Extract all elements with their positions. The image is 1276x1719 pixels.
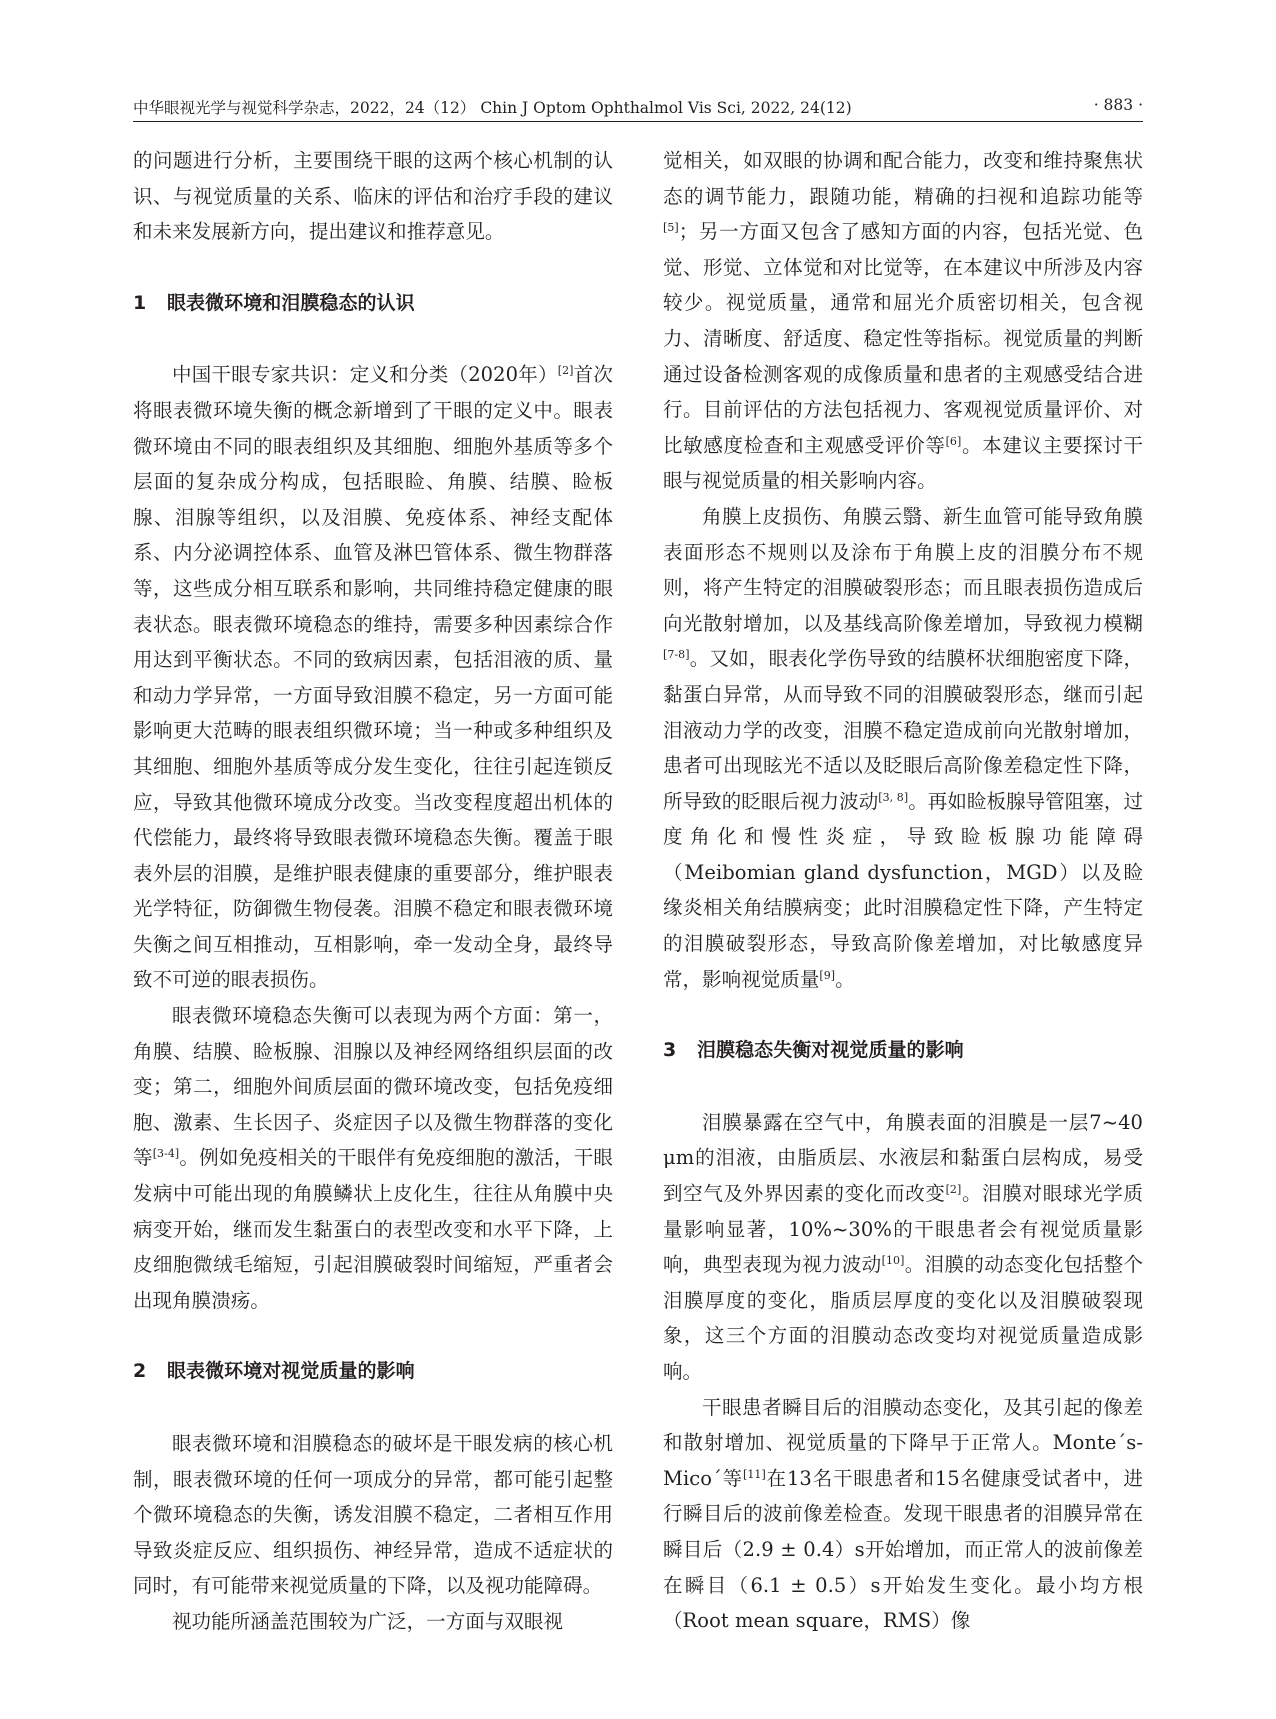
paragraph-text: 。泪膜的动态变化包括整个泪膜厚度的变化，脂质层厚度的变化以及泪膜破裂现象，这三个方面的泪膜动态改变均对视觉质量造成影响。: [663, 1253, 1143, 1383]
citation-ref: [10]: [881, 1254, 905, 1268]
citation-ref: [11]: [743, 1467, 766, 1481]
section-title: 泪膜稳态失衡对视觉质量的影响: [697, 1039, 964, 1062]
paragraph-text: 干眼患者瞬目后的泪膜动态变化，及其引起的像差和散射增加、视觉质量的下降早于正常人。Monte´s-Mico´等: [663, 1395, 1143, 1490]
paragraph-text: 觉相关，如双眼的协调和配合能力，改变和维持聚焦状态的调节能力，跟随功能，精确的扫视和追踪功能等: [663, 149, 1143, 208]
citation-ref: [5]: [663, 221, 679, 235]
section-number: 2: [133, 1360, 147, 1383]
running-header: [133, 96, 1143, 122]
section-number: 1: [133, 291, 147, 314]
paragraph: 的问题进行分析，主要围绕干眼的这两个核心机制的认识、与视觉质量的关系、临床的评估和治疗手段的建议和未来发展新方向，提出建议和推荐意见。: [133, 149, 613, 244]
citation-ref: [6]: [945, 434, 962, 448]
citation-ref: [2]: [557, 364, 574, 378]
paragraph-text: 眼表微环境稳态失衡可以表现为两个方面：第一，角膜、结膜、睑板腺、泪腺以及神经网络组织层面的改变；第二，细胞外间质层面的微环境改变，包括免疫细胞、激素、生长因子、炎症因子以及微生物群落的变化等: [133, 1004, 613, 1170]
paragraph-text: 角膜上皮损伤、角膜云翳、新生血管可能导致角膜表面形态不规则以及涂布于角膜上皮的泪膜分布不规则，将产生特定的泪膜破裂形态；而且眼表损伤造成后向光散射增加，以及基线高阶像差增加，导致视力模糊: [663, 504, 1143, 635]
paragraph-text: 。例如免疫相关的干眼伴有免疫细胞的激活，干眼发病中可能出现的角膜鳞状上皮化生，往往从角膜中央病变开始，继而发生黏蛋白的表型改变和水平下降，上皮细胞微绒毛缩短，引起泪膜破裂时间缩短，严重者会出现角膜溃疡。: [133, 1146, 613, 1312]
citation-ref: [2]: [945, 1183, 962, 1197]
section-number: 3: [663, 1039, 677, 1062]
paragraph: 视功能所涵盖范围较为广泛，一方面与双眼视: [172, 1609, 564, 1633]
paragraph: [133, 357, 613, 998]
left-column: [133, 143, 613, 1640]
citation-ref: [7-8]: [663, 648, 690, 662]
paragraph-text: 中国干眼专家共识：定义和分类（2020年）: [172, 363, 558, 387]
paragraph-text: ；另一方面又包含了感知方面的内容，包括光觉、色觉、形觉、立体觉和对比觉等，在本建议中所涉及内容较少。视觉质量，通常和屈光介质密切相关，包含视力、清晰度、舒适度、稳定性等指标。视觉质量的判断通过设备检测客观的成像质量和患者的主观感受结合进行。目前评估的方法包括视力、客观视觉质量评价、对比敏感度检查和主观感受评价等: [663, 220, 1143, 457]
paragraph: [663, 1390, 1143, 1639]
paragraph: [663, 499, 1143, 997]
citation-ref: [3, 8]: [878, 790, 909, 804]
section-heading-3: [663, 1033, 1143, 1069]
citation-ref: [9]: [819, 968, 836, 982]
paragraph-text: 。再如睑板腺导管阻塞，过度角化和慢性炎症，导致睑板腺功能障碍（Meibomian gland dysfunction，MGD）以及睑缘炎相关角结膜病变；此时泪膜稳定性下降，产生特定的泪膜破裂形态，导致高阶像差增加，对比敏感度异常，影响视觉质量: [663, 789, 1143, 991]
paragraph-text: 。泪膜对眼球光学质量影响显著，10%~30%的干眼患者会有视觉质量影响，典型表现为视力波动: [663, 1182, 1143, 1277]
section-heading-2: [133, 1354, 613, 1390]
page-number: · 883 ·: [1093, 96, 1143, 114]
paragraph-text: 首次将眼表微环境失衡的概念新增到了干眼的定义中。眼表微环境由不同的眼表组织及其细胞、细胞外基质等多个层面的复杂成分构成，包括眼睑、角膜、结膜、睑板腺、泪腺等组织，以及泪膜、免疫体系、神经支配体系、内分泌调控体系、血管及淋巴管体系、微生物群落等，这些成分相互联系和影响，共同维持稳定健康的眼表状态。眼表微环境稳态的维持，需要多种因素综合作用达到平衡状态。不同的致病因素，包括泪液的质、量和动力学异常，一方面导致泪膜不稳定，另一方面可能影响更大范畴的眼表组织微环境；当一种或多种组织及其细胞、细胞外基质等成分发生变化，往往引起连锁反应，导致其他微环境成分改变。当改变程度超出机体的代偿能力，最终将导致眼表微环境稳态失衡。覆盖于眼表外层的泪膜，是维护眼表健康的重要部分，维护眼表光学特征，防御微生物侵袭。泪膜不稳定和眼表微环境失衡之间互相推动，互相影响，牵一发动全身，最终导致不可逆的眼表损伤。: [133, 363, 613, 992]
paragraph: [663, 143, 1143, 499]
right-column: [663, 143, 1143, 1639]
section-heading-1: [133, 286, 613, 322]
section-title: 眼表微环境对视觉质量的影响: [167, 1360, 415, 1383]
paragraph: [663, 1105, 1143, 1390]
section-title: 眼表微环境和泪膜稳态的认识: [167, 291, 415, 314]
citation-ref: [3-4]: [152, 1147, 180, 1161]
paragraph-text: 在13名干眼患者和15名健康受试者中，进行瞬目后的波前像差检查。发现干眼患者的泪膜异常在瞬目后（2.9 ± 0.4）s开始增加，而正常人的波前像差在瞬目（6.1 ± 0.5）s开始发生变化。最小均方根（Root mean square，RMS）像: [663, 1466, 1143, 1633]
paragraph-text: 。: [835, 967, 855, 991]
journal-citation: 中华眼视光学与视觉科学杂志，2022，24（12） Chin J Optom Ophthalmol Vis Sci, 2022, 24(12): [133, 99, 852, 117]
paragraph: [133, 998, 613, 1318]
paragraph-text: 泪膜暴露在空气中，角膜表面的泪膜是一层7~40 μm的泪液，由脂质层、水液层和黏蛋白层构成，易受到空气及外界因素的变化而改变: [663, 1110, 1143, 1206]
paragraph-text: 。又如，眼表化学伤导致的结膜杯状细胞密度下降，黏蛋白异常，从而导致不同的泪膜破裂形态，继而引起泪液动力学的改变，泪膜不稳定造成前向光散射增加，患者可出现眩光不适以及眨眼后高阶像差稳定性下降，所导致的眨眼后视力波动: [663, 647, 1143, 813]
paragraph: 眼表微环境和泪膜稳态的破坏是干眼发病的核心机制，眼表微环境的任何一项成分的异常，都可能引起整个微环境稳态的失衡，诱发泪膜不稳定，二者相互作用导致炎症反应、组织损伤、神经异常，造成不适症状的同时，有可能带来视觉质量的下降，以及视功能障碍。: [133, 1432, 613, 1598]
header-rule: [133, 121, 1143, 122]
paragraph-text: 。本建议主要探讨干眼与视觉质量的相关影响内容。: [663, 433, 1143, 493]
